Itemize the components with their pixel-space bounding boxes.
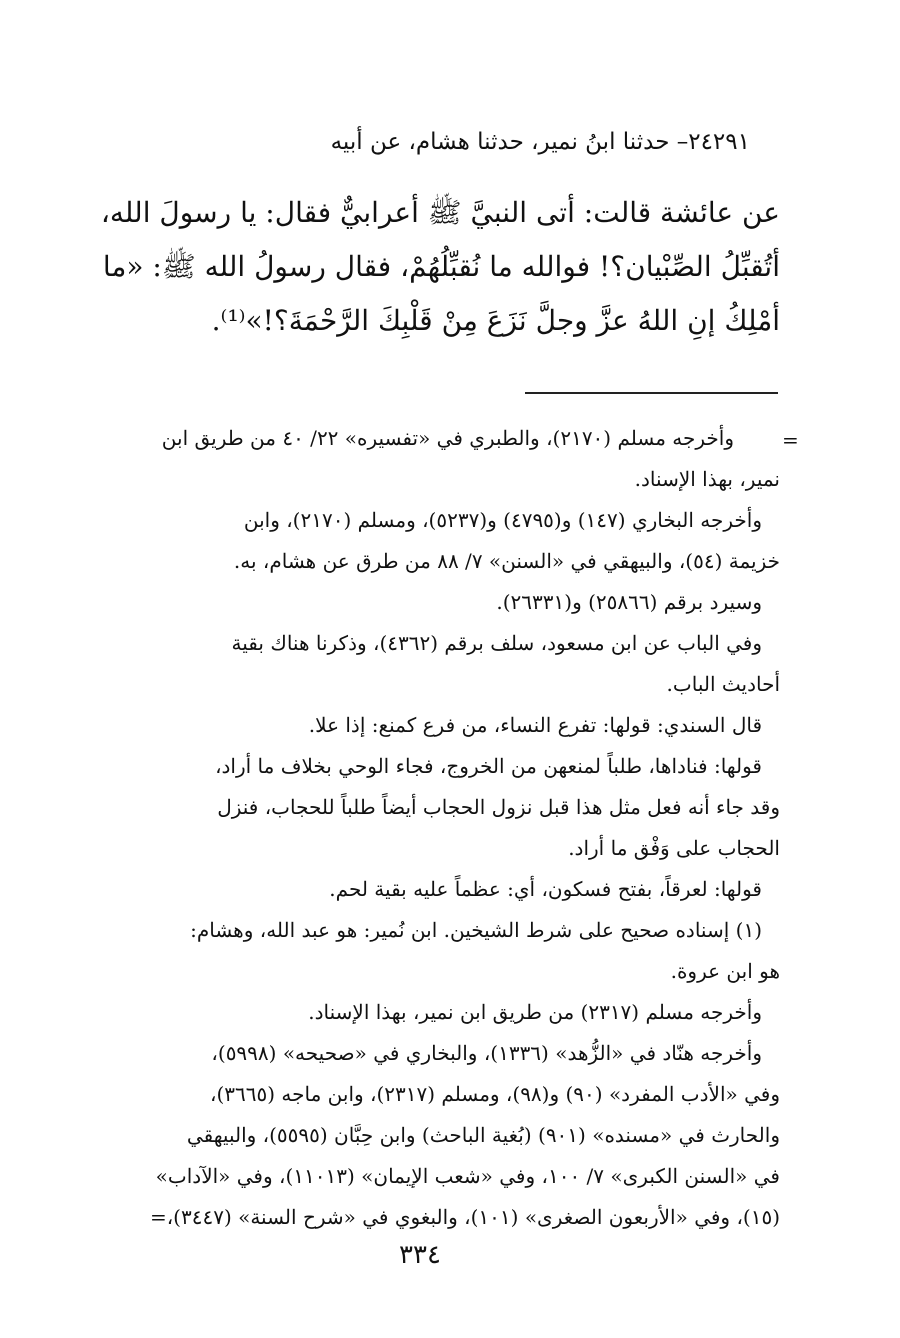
footnote-line: خزيمة (٥٤)، والبيهقي في «السنن» ٧/ ٨٨ من طرق عن هشام، به.: [233, 549, 780, 573]
footnote-line: وأخرجه البخاري (١٤٧) و(٤٧٩٥) و(٥٢٣٧)، ومسلم (٢١٧٠)، وابن: [243, 508, 762, 532]
footnote-separator: [525, 392, 778, 394]
footnote-line: قال السندي: قولها: تفرع النساء، من فرع كمنع: إذا علا.: [308, 713, 762, 737]
footnote-line: قولها: فناداها، طلباً لمنعهن من الخروج، فجاء الوحي بخلاف ما أراد،: [215, 754, 762, 778]
footnote-line: (١٥)، وفي «الأربعون الصغرى» (١٠١)، والبغوي في «شرح السنة» (٣٤٤٧)،=: [149, 1205, 780, 1229]
hadith-main-text: [100, 186, 780, 348]
footnote-line: وأخرجه مسلم (٢٣١٧) من طريق ابن نمير، بهذا الإسناد.: [308, 1000, 762, 1024]
footnote-line: وأخرجه مسلم (٢١٧٠)، والطبري في «تفسيره» ٢٢/ ٤٠ من طريق ابن: [161, 426, 734, 450]
footnote-line: الحجاب على وَفْق ما أراد.: [568, 836, 780, 860]
footnote-line: وفي الباب عن ابن مسعود، سلف برقم (٤٣٦٢)، وذكرنا هناك بقية: [231, 631, 762, 655]
footnotes-block: [80, 418, 780, 1238]
footnote-line: والحارث في «مسنده» (٩٠١) (بُغية الباحث) وابن حِبَّان (٥٥٩٥)، والبيهقي: [186, 1123, 780, 1147]
hadith-header-line: ٢٤٢٩١– حدثنا ابنُ نمير، حدثنا هشام، عن أبيه: [330, 129, 750, 155]
hadith-line: أتُقبِّلُ الصِّبْيان؟! فوالله ما نُقبِّلُهُمْ، فقال رسولُ الله ﷺ: «ما: [102, 250, 780, 283]
footnote-line: (١) إسناده صحيح على شرط الشيخين. ابن نُمير: هو عبد الله، وهشام:: [190, 918, 762, 942]
footnote-line: أحاديث الباب.: [666, 672, 780, 696]
footnote-line: وقد جاء أنه فعل مثل هذا قبل نزول الحجاب أيضاً طلباً للحجاب، فنزل: [217, 795, 780, 819]
footnote-line: هو ابن عروة.: [670, 959, 780, 983]
footnote-line: وسيرد برقم (٢٥٨٦٦) و(٢٦٣٣١).: [496, 590, 762, 614]
footnote-line: في «السنن الكبرى» ٧/ ١٠٠، وفي «شعب الإيمان» (١١٠١٣)، وفي «الآداب»: [155, 1164, 780, 1188]
footnote-line: قولها: لعرقاً، بفتح فسكون، أي: عظماً عليه بقية لحم.: [329, 877, 762, 901]
footnote-line: نمير، بهذا الإسناد.: [634, 467, 780, 491]
footnote-line: وأخرجه هنّاد في «الزُّهد» (١٣٣٦)، والبخاري في «صحيحه» (٥٩٩٨)،: [211, 1041, 762, 1065]
footnote-line: وفي «الأدب المفرد» (٩٠) و(٩٨)، ومسلم (٢٣١٧)، وابن ماجه (٣٦٦٥)،: [210, 1082, 780, 1106]
hadith-line: أمْلِكُ إنِ اللهُ عزَّ وجلَّ نَزَعَ مِنْ قَلْبِكَ الرَّحْمَةَ؟!»⁽¹⁾.: [211, 304, 780, 337]
footnote-continuation-marker: =: [782, 428, 799, 452]
hadith-line: عن عائشة قالت: أتى النبيَّ ﷺ أعرابيٌّ فقال: يا رسولَ الله،: [100, 196, 780, 229]
page-number: ٣٣٤: [399, 1240, 441, 1270]
